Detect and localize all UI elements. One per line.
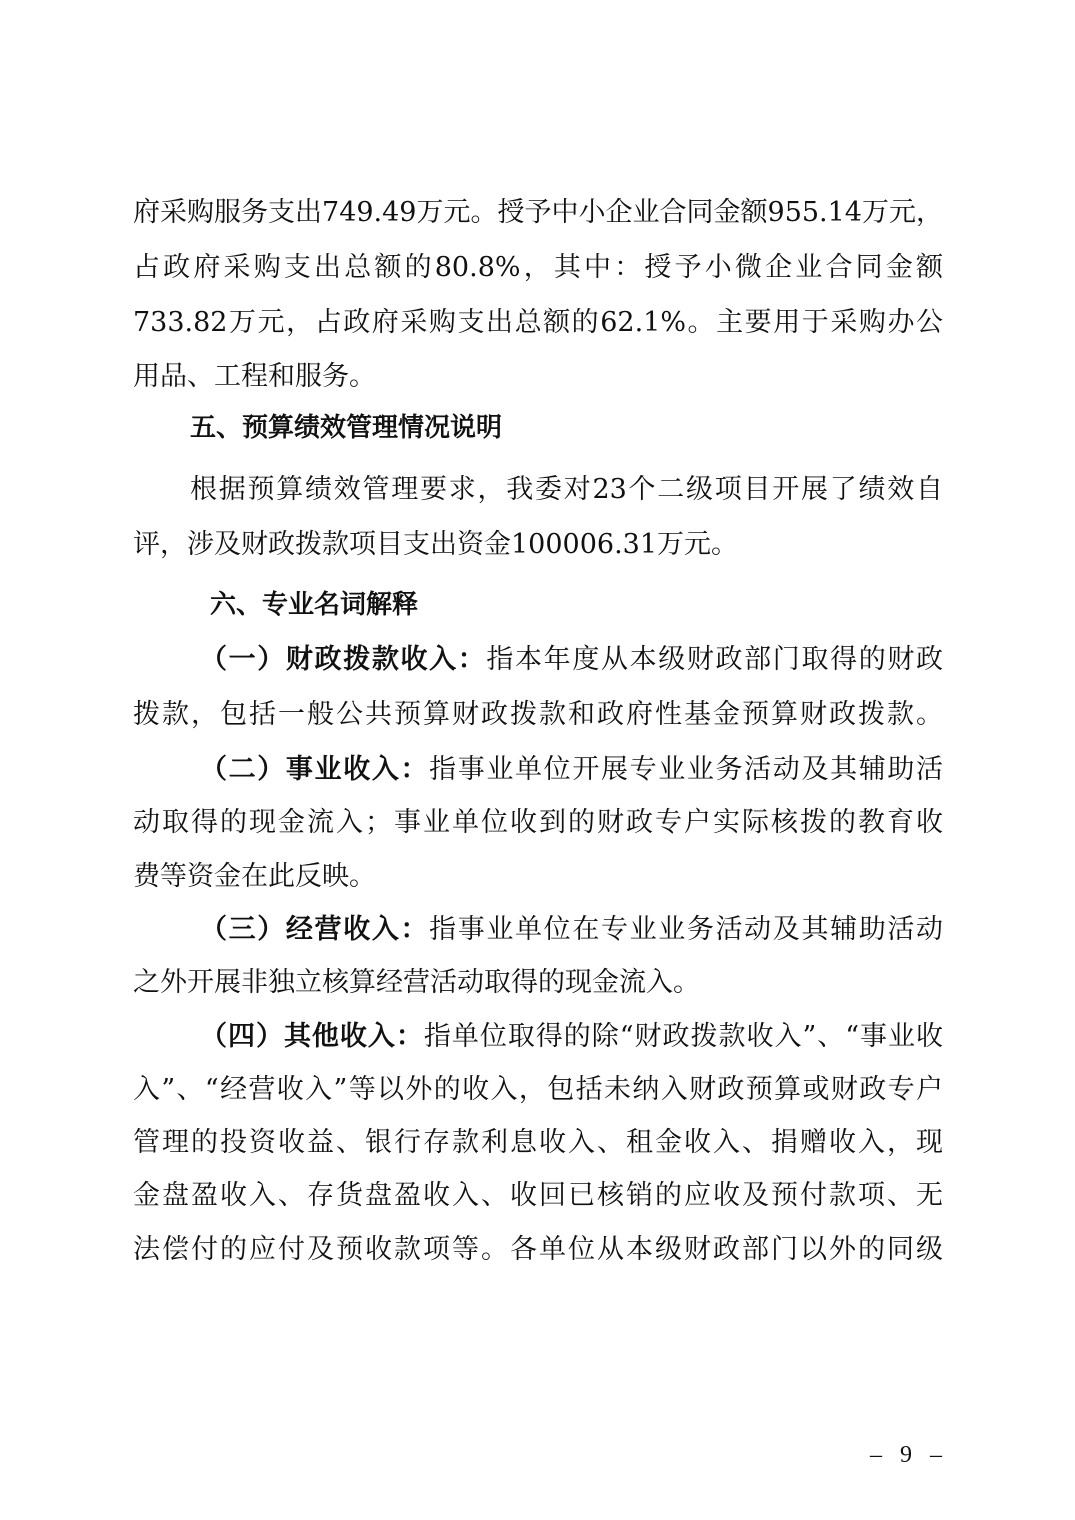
term-line: [200, 910, 943, 950]
body-line: 评，涉及财政拨款项目支出资金100006.31万元。: [133, 529, 739, 560]
body-line: 占政府采购支出总额的80.8%，其中：授予小微企业合同金额: [133, 252, 943, 283]
page-number: – 9 –: [870, 1442, 948, 1468]
term-definition: 指事业单位在专业业务活动及其辅助活动: [429, 914, 944, 945]
body-line: 733.82万元，占政府采购支出总额的62.1%。主要用于采购办公: [133, 307, 943, 338]
body-line: 法偿付的应付及预收款项等。各单位从本级财政部门以外的同级: [133, 1234, 943, 1265]
body-line: 费等资金在此反映。: [133, 861, 376, 892]
body-line: 之外开展非独立核算经营活动取得的现金流入。: [133, 967, 700, 998]
term-line: [200, 1017, 943, 1057]
term-label: （一）财政拨款收入：: [200, 644, 487, 675]
section-heading: 五、预算绩效管理情况说明: [190, 413, 503, 443]
term-definition: 指本年度从本级财政部门取得的财政: [486, 644, 944, 675]
term-label: （二）事业收入：: [200, 754, 430, 785]
body-line: 用品、工程和服务。: [133, 361, 376, 392]
body-line: 入”、“经营收入”等以外的收入，包括未纳入财政预算或财政专户: [133, 1074, 943, 1105]
body-line: 动取得的现金流入；事业单位收到的财政专户实际核拨的教育收: [133, 807, 943, 838]
term-line: [200, 640, 943, 680]
term-label: （四）其他收入：: [200, 1021, 424, 1052]
body-line: 府采购服务支出749.49万元。授予中小企业合同金额955.14万元，: [133, 197, 943, 228]
body-line: 拨款，包括一般公共预算财政拨款和政府性基金预算财政拨款。: [133, 699, 943, 730]
body-line: 管理的投资收益、银行存款利息收入、租金收入、捐赠收入，现: [133, 1127, 943, 1158]
body-line: 金盘盈收入、存货盘盈收入、收回已核销的应收及预付款项、无: [133, 1180, 943, 1211]
term-definition: 指事业单位开展专业业务活动及其辅助活: [429, 754, 944, 785]
term-definition: 指单位取得的除“财政拨款收入”、“事业收: [423, 1021, 943, 1052]
term-label: （三）经营收入：: [200, 914, 430, 945]
term-line: [200, 750, 943, 790]
body-line: 根据预算绩效管理要求，我委对23个二级项目开展了绩效自: [190, 474, 943, 505]
section-heading: 六、专业名词解释: [210, 590, 419, 620]
